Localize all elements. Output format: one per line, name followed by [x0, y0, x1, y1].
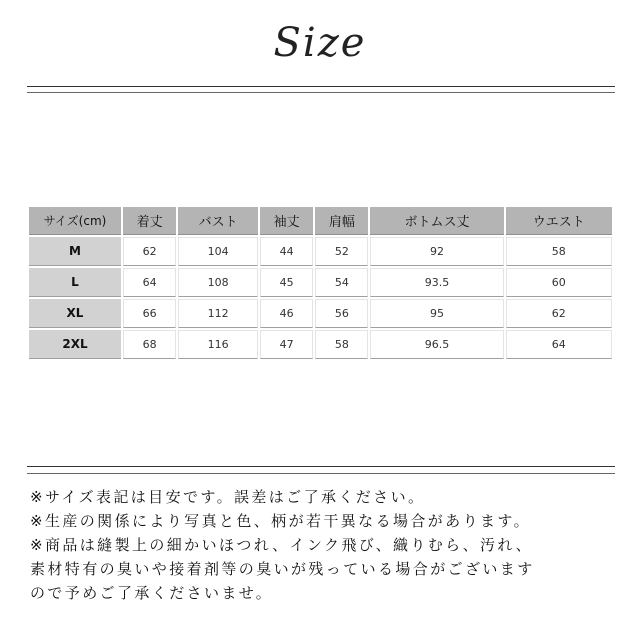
table-cell: 95 — [370, 299, 503, 328]
table-cell: 93.5 — [370, 268, 503, 297]
table-cell: 45 — [260, 268, 313, 297]
column-header-sleeve: 袖丈 — [260, 207, 313, 235]
table-row — [29, 299, 612, 328]
table-row — [29, 237, 612, 266]
table-cell: 54 — [315, 268, 368, 297]
column-header-bust: バスト — [178, 207, 258, 235]
page-title: Size — [273, 20, 367, 66]
note-line: ※生産の関係により写真と色、柄が若干異なる場合があります。 — [30, 512, 531, 530]
notes-block — [30, 485, 620, 605]
table-cell: 56 — [315, 299, 368, 328]
column-header-bottoms-length: ボトムス丈 — [370, 207, 503, 235]
table-cell: 60 — [506, 268, 612, 297]
table-row — [29, 330, 612, 359]
table-cell: 62 — [123, 237, 176, 266]
size-table — [27, 205, 614, 361]
table-cell: 58 — [315, 330, 368, 359]
table-cell: 64 — [506, 330, 612, 359]
note-line: ので予めご了承くださいませ。 — [30, 584, 274, 602]
table-cell: 68 — [123, 330, 176, 359]
top-divider-inner — [27, 92, 615, 93]
table-cell: 52 — [315, 237, 368, 266]
note-line: 素材特有の臭いや接着剤等の臭いが残っている場合がございます — [30, 560, 535, 578]
notes-divider-inner — [27, 473, 615, 474]
table-cell: 46 — [260, 299, 313, 328]
table-cell: 44 — [260, 237, 313, 266]
column-header-length: 着丈 — [123, 207, 176, 235]
table-cell: 108 — [178, 268, 258, 297]
note-line: ※サイズ表記は目安です。誤差はご了承ください。 — [30, 488, 426, 506]
table-cell: 96.5 — [370, 330, 503, 359]
table-cell: 112 — [178, 299, 258, 328]
table-cell: 62 — [506, 299, 612, 328]
table-row — [29, 268, 612, 297]
table-cell: 92 — [370, 237, 503, 266]
table-cell: 104 — [178, 237, 258, 266]
table-corner-header: サイズ(cm) — [29, 207, 121, 235]
row-size-label: XL — [29, 299, 121, 328]
notes-divider — [27, 466, 615, 467]
column-header-shoulder: 肩幅 — [315, 207, 368, 235]
row-size-label: M — [29, 237, 121, 266]
table-cell: 58 — [506, 237, 612, 266]
note-line: ※商品は縫製上の細かいほつれ、インク飛び、織りむら、汚れ、 — [30, 536, 534, 554]
row-size-label: L — [29, 268, 121, 297]
row-size-label: 2XL — [29, 330, 121, 359]
column-header-waist: ウエスト — [506, 207, 612, 235]
table-cell: 64 — [123, 268, 176, 297]
table-header-row — [29, 207, 612, 235]
table-cell: 47 — [260, 330, 313, 359]
top-divider — [27, 86, 615, 87]
table-cell: 116 — [178, 330, 258, 359]
table-cell: 66 — [123, 299, 176, 328]
